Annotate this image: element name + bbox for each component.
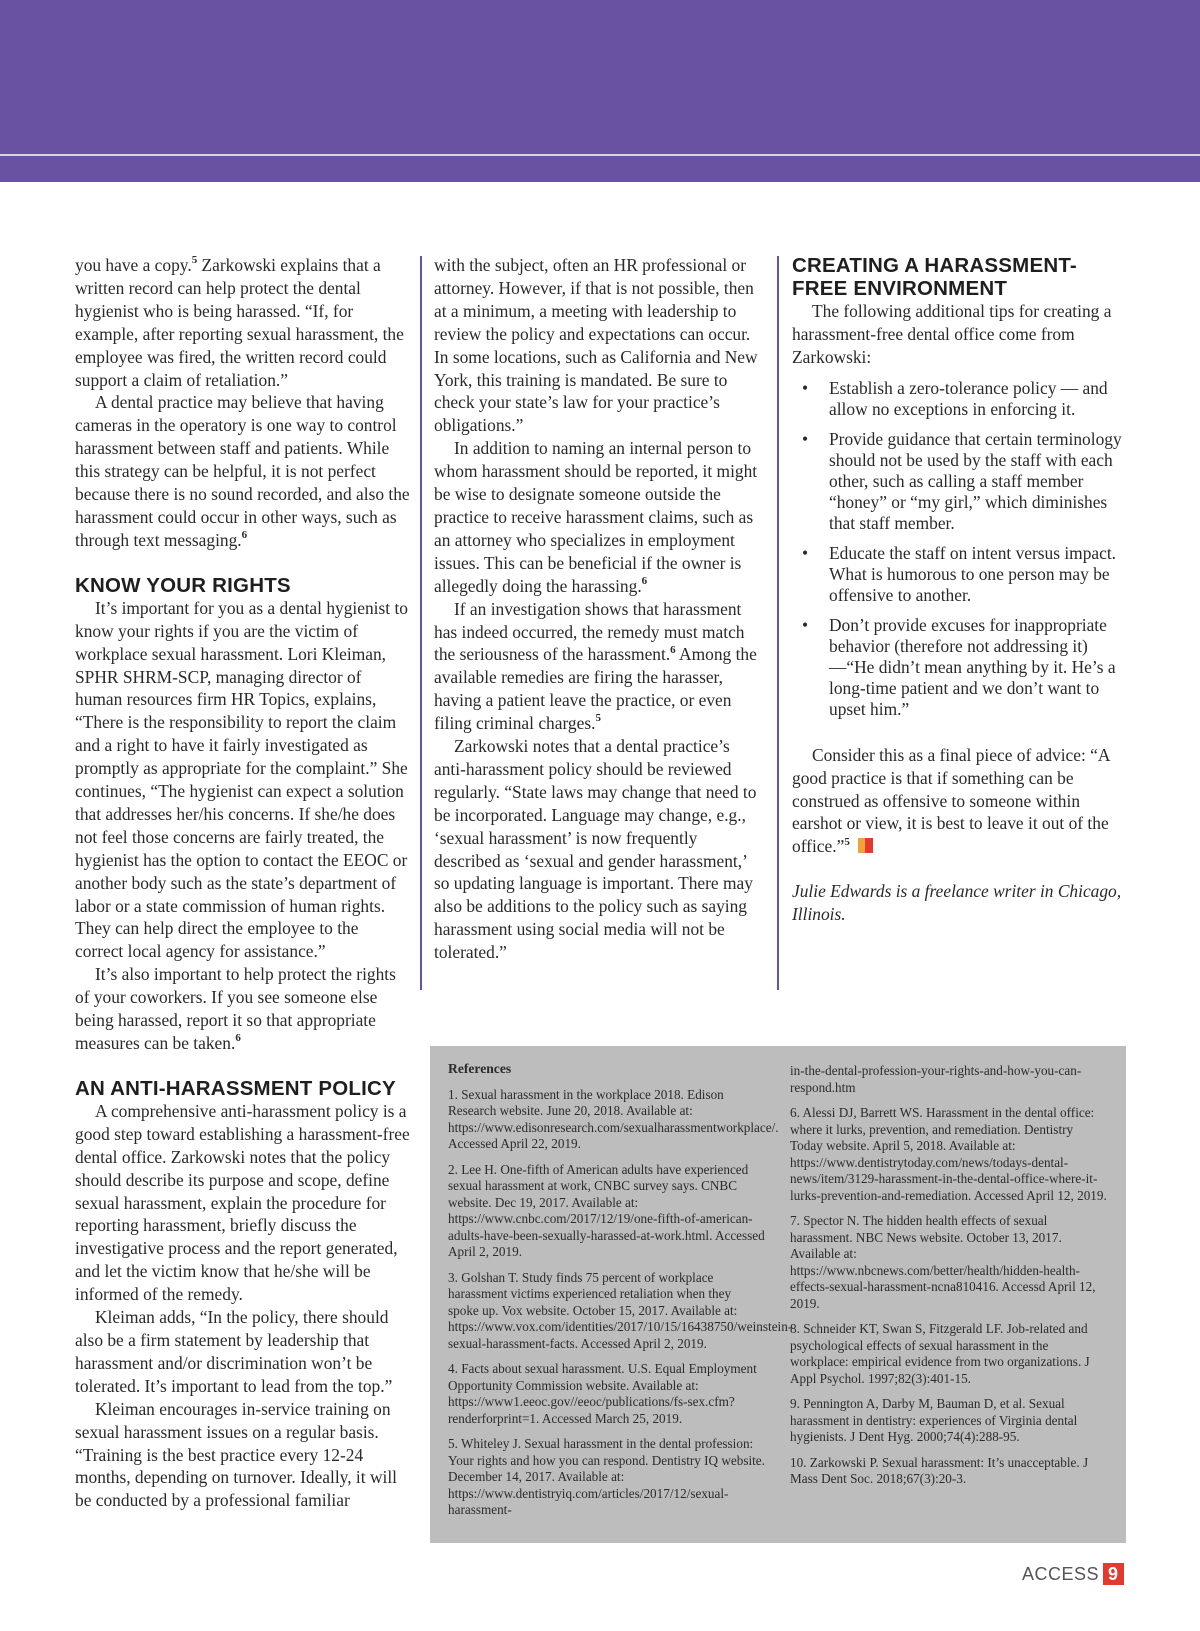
- paragraph: you have a copy.$^5$ Zarkowski explains that a written record can help protect the dental hygienist who is being harassed. “If, for example, after reporting sexual harassment, the employee was fired, the written record could support a claim of retaliation.”: [75, 254, 404, 390]
- reference-item: in-the-dental-profession-your-rights-and-how-you-can-respond.htm: [790, 1063, 1082, 1095]
- reference-item: 5. Whiteley J. Sexual harassment in the dental profession: Your rights and how you can respond. Dentistry IQ website. December 14, 2017. Available at: https://www.dentistryiq.com/articles/2017/12/sexual-harassment-: [448, 1436, 765, 1517]
- paragraph: A comprehensive anti-harassment policy is a good step toward establishing a harassment-free dental office. Zarkowski notes that the policy should describe its purpose and scope, define sexual harassment, explain the procedure for reporting harassment, briefly discuss the investigative process and the report generated, and let the victim know that he/she will be informed of the remedy.: [75, 1100, 410, 1305]
- bullet-icon: •: [802, 542, 809, 563]
- banner-rule: [0, 154, 1200, 156]
- article-column-2: [434, 254, 764, 964]
- reference-item: 9. Pennington A, Darby M, Bauman D, et al. Sexual harassment in dentistry: experiences of Virginia dental hygienists. J Dent Hyg. 2000;74(4):288-95.: [790, 1396, 1078, 1444]
- article-column-3: [792, 254, 1132, 926]
- paragraph: If an investigation shows that harassment has indeed occurred, the remedy must match the seriousness of the harassment.$^6$ Among the available remedies are firing the harasser, having a patient leave the practice, or even filing criminal charges.$^5$: [434, 598, 757, 734]
- list-item: • Educate the staff on intent versus impact. What is humorous to one person may be offensive to another.: [802, 542, 1117, 605]
- list-item: • Don’t provide excuses for inappropriate behavior (therefore not addressing it) —“He didn’t mean anything by it. He’s a long-time patient and we don’t want to upset him.”: [802, 614, 1116, 719]
- article-column-1: [75, 254, 410, 1512]
- bullet-icon: •: [802, 614, 809, 635]
- paragraph: Kleiman encourages in-service training on sexual harassment issues on a regular basis. “Training is the best practice every 12-24 months, depending on turnover. Ideally, it will be conducted by a professional familiar: [75, 1398, 397, 1511]
- section-heading-environment: CREATING A HARASSMENT-FREE ENVIRONMENT: [792, 254, 1077, 300]
- section-heading-policy: AN ANTI-HARASSMENT POLICY: [75, 1076, 396, 1100]
- reference-item: 3. Golshan T. Study finds 75 percent of workplace harassment victims experienced retaliation when they spoke up. Vox website. October 15, 2017. Available at: https://www.vox.com/identities/2017/10/15/16438750/weinstein-sexual-harassment-facts. Accessed April 2, 2019.: [448, 1269, 793, 1351]
- reference-item: 10. Zarkowski P. Sexual harassment: It’s unacceptable. J Mass Dent Soc. 2018;67(3):20-3.: [790, 1454, 1089, 1486]
- page-number: 9: [1103, 1563, 1124, 1585]
- magazine-name: ACCESS: [1022, 1564, 1100, 1584]
- references-column-right: [790, 1063, 1107, 1497]
- list-item: • Establish a zero-tolerance policy — and allow no exceptions in enforcing it.: [802, 377, 1108, 419]
- column-divider: [777, 256, 779, 990]
- paragraph: Kleiman adds, “In the policy, there should also be a firm statement by leadership that harassment and/or discrimination won’t be tolerated. It’s important to lead from the top.”: [75, 1307, 393, 1396]
- reference-item: 6. Alessi DJ, Barrett WS. Harassment in the dental office: where it lurks, prevention, and remediation. Dentistry Today website. April 5, 2018. Available at: https://www.dentistrytoday.com/news/todays-dental-news/item/3129-harassment-in-the-dental-office-where-it-lurks-prevention-and-remediation. Accessed April 12, 2019.: [790, 1105, 1107, 1203]
- paragraph: In addition to naming an internal person to whom harassment should be reported, it might be wise to designate someone outside the practice to receive harassment claims, such as an attorney who specializes in employment issues. This can be beneficial if the owner is allegedly doing the harassing.$^6$: [434, 438, 758, 596]
- reference-item: 1. Sexual harassment in the workplace 2018. Edison Research website. June 20, 2018. Available at: https://www.edisonresearch.com/sexualharassmentworkplace/. Accessed April 22, 2019.: [448, 1086, 779, 1151]
- reference-item: 8. Schneider KT, Swan S, Fitzgerald LF. Job-related and psychological effects of sexual harassment in the workplace: empirical evidence from two organizations. J Appl Psychol. 1997;82(3):401-15.: [790, 1321, 1090, 1386]
- paragraph: with the subject, often an HR professional or attorney. However, if that is not possible, then at a minimum, a meeting with leadership to review the policy and expectations can occur. In some locations, such as California and New York, this training is mandated. Be sure to check your state’s law for your practice’s obligations.”: [434, 255, 758, 436]
- bullet-icon: •: [802, 377, 809, 398]
- references-box: [430, 1046, 1126, 1543]
- reference-item: 2. Lee H. One-fifth of American adults have experienced sexual harassment at work, CNBC survey says. CNBC website. Dec 19, 2017. Available at: https://www.cnbc.com/2017/12/19/one-fifth-of-american-adults-have-been-sexually-harassed-at-work.html. Accessed April 2, 2019.: [448, 1161, 765, 1259]
- reference-item: 4. Facts about sexual harassment. U.S. Equal Employment Opportunity Commission website. Available at: https://www1.eeoc.gov//eeoc/publications/fs-sex.cfm?renderforprint=1. Accessed March 25, 2019.: [448, 1361, 757, 1426]
- paragraph: Zarkowski notes that a dental practice’s anti-harassment policy should be reviewed regularly. “State laws may change that need to be incorporated. Language may change, e.g., ‘sexual harassment’ is now frequently described as ‘sexual and gender harassment,’ so updating language is important. There may also be additions to the policy such as saying harassment using social media will not be tolerated.”: [434, 736, 757, 963]
- paragraph: The following additional tips for creating a harassment-free dental office come from Zarkowski:: [792, 301, 1112, 367]
- page-footer: [1022, 1563, 1124, 1585]
- section-heading-rights: KNOW YOUR RIGHTS: [75, 573, 291, 597]
- list-item: • Provide guidance that certain terminology should not be used by the staff with each other, such as calling a staff member “honey” or “my girl,” which diminishes that staff member.: [802, 428, 1122, 533]
- author-byline: Julie Edwards is a freelance writer in Chicago, Illinois.: [792, 881, 1122, 925]
- bullet-icon: •: [802, 428, 809, 449]
- references-column-left: [448, 1061, 793, 1528]
- paragraph: Consider this as a final piece of advice: “A good practice is that if something can be construed as offensive to someone within earshot or view, it is best to leave it out of the office.”$^5$: [792, 744, 1110, 857]
- references-title: References: [448, 1061, 512, 1076]
- paragraph: A dental practice may believe that having cameras in the operatory is one way to control harassment between staff and patients. While this strategy can be helpful, it is not perfect because there is no sound recorded, and also the harassment could occur in other ways, such as through text messaging.$^6$: [75, 392, 410, 550]
- paragraph: It’s important for you as a dental hygienist to know your rights if you are the victim of workplace sexual harassment. Lori Kleiman, SPHR SHRM-SCP, managing director of human resources firm HR Topics, explains, “There is the responsibility to report the claim and a right to have it fairly investigated as promptly as appropriate for the complaint.” She continues, “The hygienist can expect a solution that addresses her/his concerns. If she/he does not feel those concerns are fairly treated, the hygienist has the option to contact the EEOC or another body such as the state’s department of labor or a state commission of human rights. They can help direct the employee to the correct local agency for assistance.”: [75, 597, 408, 962]
- column-divider: [420, 256, 422, 990]
- end-of-article-icon: [858, 838, 873, 853]
- reference-item: 7. Spector N. The hidden health effects of sexual harassment. NBC News website. October 13, 2017. Available at: https://www.nbcnews.com/better/health/hidden-health-effects-sexual-harassment-ncna810416. Accessd April 12, 2019.: [790, 1213, 1096, 1311]
- tips-list: [792, 378, 1132, 720]
- paragraph: It’s also important to help protect the rights of your coworkers. If you see someone else being harassed, report it so that appropriate measures can be taken.$^6$: [75, 964, 396, 1053]
